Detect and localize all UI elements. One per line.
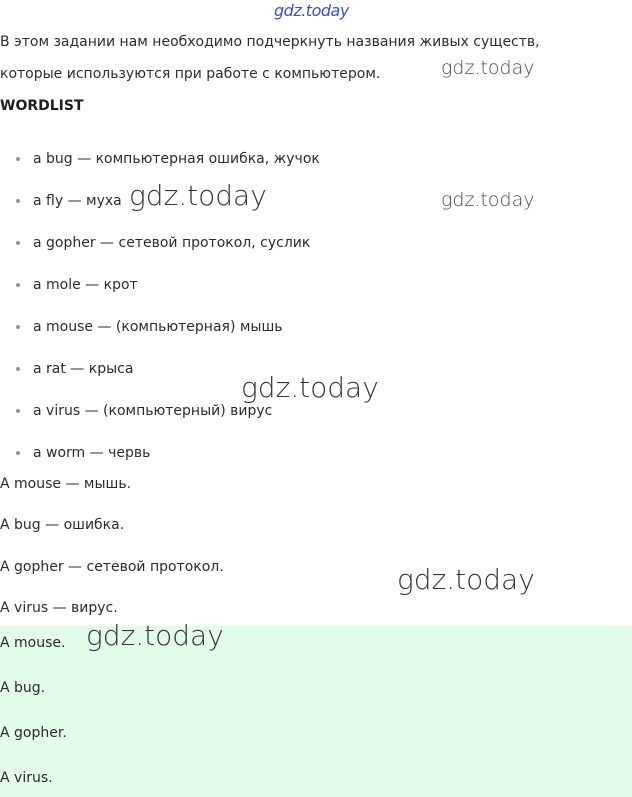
highlighted-answer-line: A gopher.	[0, 725, 67, 741]
bullet-icon	[16, 325, 20, 329]
wordlist-heading: WORDLIST	[0, 98, 84, 114]
answer-line: A mouse — мышь.	[0, 476, 132, 492]
intro-line-1: В этом задании нам необходимо подчеркнуть названия живых существ,	[0, 34, 540, 50]
bullet-icon	[16, 409, 20, 413]
bullet-icon	[16, 367, 20, 371]
watermark: gdz.today	[241, 371, 379, 404]
bullet-icon	[16, 241, 20, 245]
bullet-icon	[16, 157, 20, 161]
highlighted-answer-line: A mouse.	[0, 635, 66, 651]
answer-line: A bug — ошибка.	[0, 517, 125, 533]
bullet-icon	[16, 199, 20, 203]
watermark: gdz.today	[441, 57, 535, 79]
list-item-text: a mole — крот	[33, 277, 138, 293]
watermark: gdz.today	[129, 179, 267, 212]
list-item-text: a fly — муха	[33, 193, 122, 209]
bullet-icon	[16, 451, 20, 455]
bullet-icon	[16, 283, 20, 287]
watermark: gdz.today	[397, 563, 535, 596]
watermark-top: gdz.today	[274, 1, 349, 20]
highlighted-answer-line: A virus.	[0, 770, 53, 786]
watermark: gdz.today	[86, 619, 224, 652]
list-item-text: a mouse — (компьютерная) мышь	[33, 319, 283, 335]
answer-line: A gopher — сетевой протокол.	[0, 559, 224, 575]
intro-line-2: которые используются при работе с компьютером.	[0, 66, 381, 82]
list-item-text: a worm — червь	[33, 445, 151, 461]
watermark: gdz.today	[441, 189, 535, 211]
list-item-text: a bug — компьютерная ошибка, жучок	[33, 151, 320, 167]
highlighted-answer-line: A bug.	[0, 680, 46, 696]
list-item-text: a virus — (компьютерный) вирус	[33, 403, 273, 419]
answer-line: A virus — вирус.	[0, 600, 118, 616]
list-item-text: a gopher — сетевой протокол, суслик	[33, 235, 311, 251]
list-item-text: a rat — крыса	[33, 361, 134, 377]
